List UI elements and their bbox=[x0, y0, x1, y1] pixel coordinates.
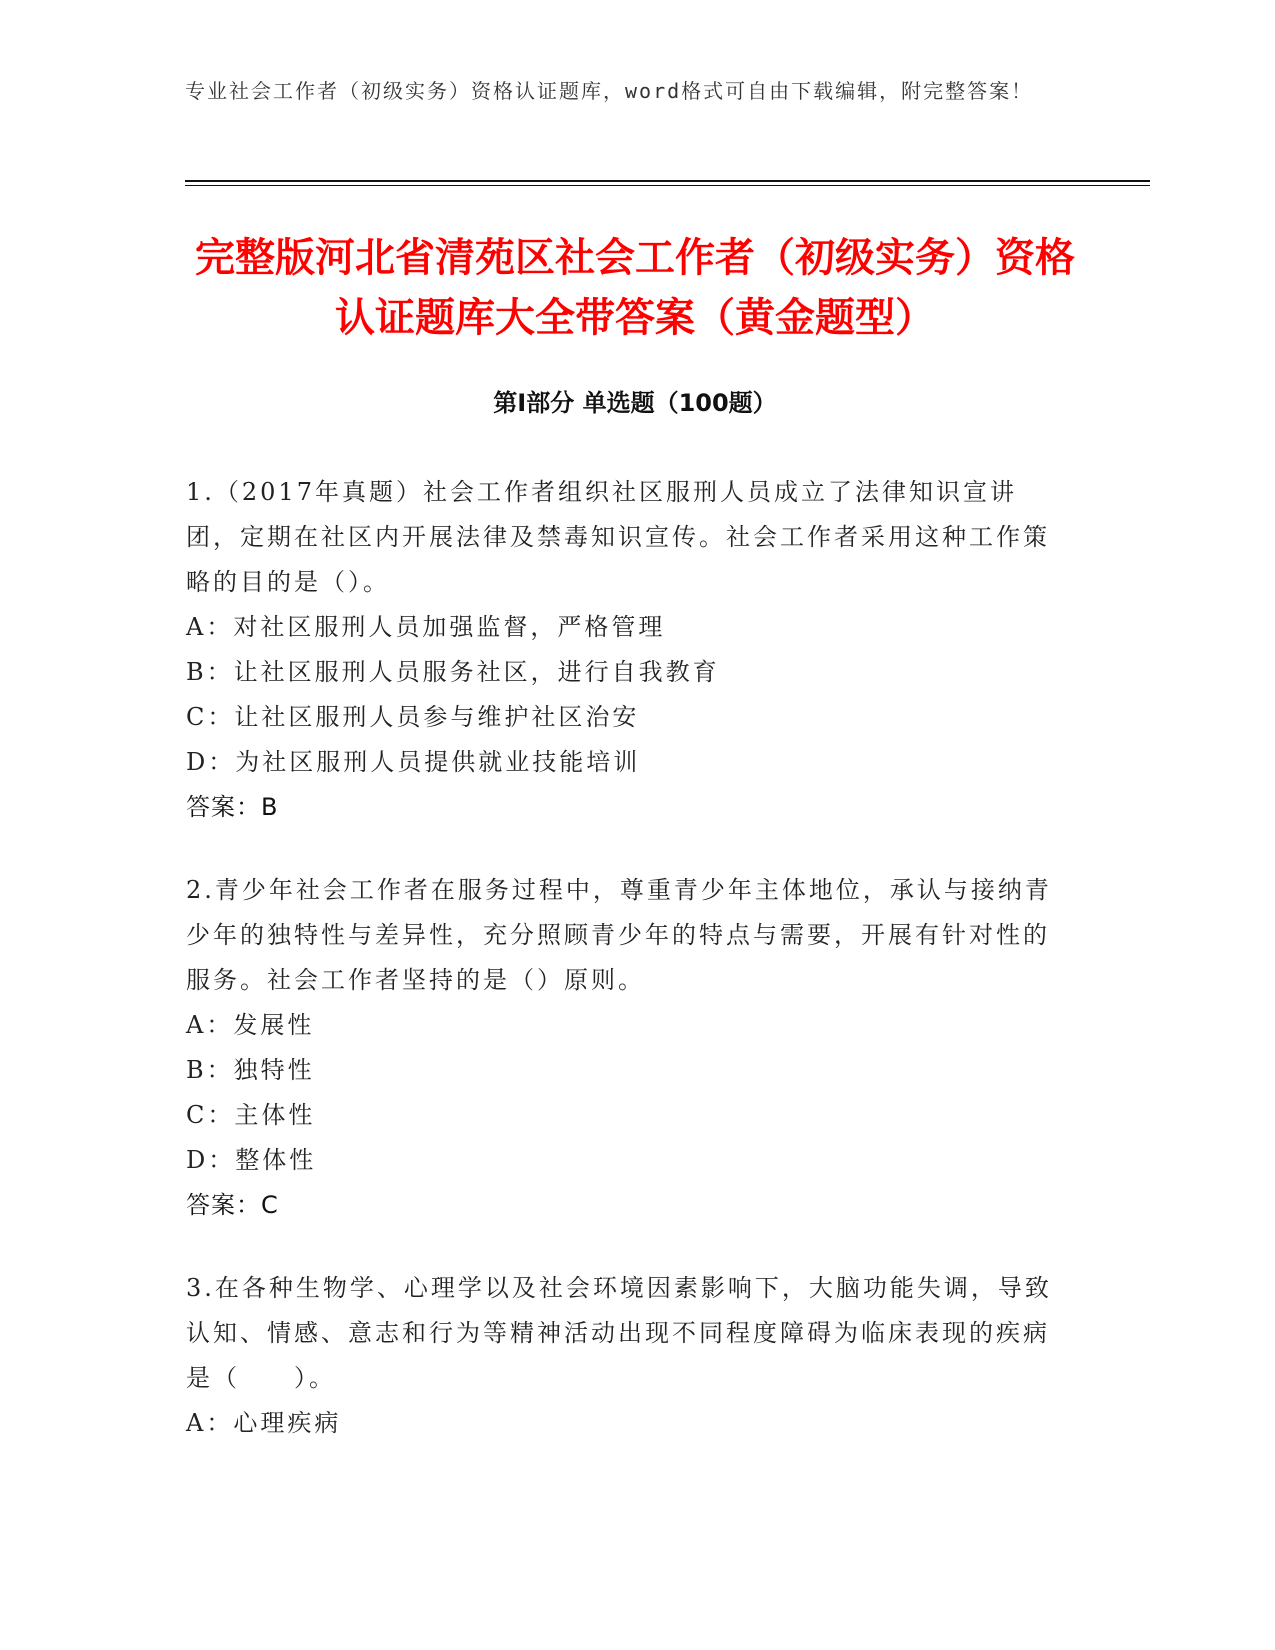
header-note: 专业社会工作者（初级实务）资格认证题库，word格式可自由下载编辑，附完整答案！ bbox=[185, 79, 1034, 103]
question-2 bbox=[186, 868, 1066, 1228]
option-a: A：对社区服刑人员加强监督，严格管理 bbox=[186, 613, 666, 641]
question-1 bbox=[186, 470, 1066, 830]
answer-text: 答案：B bbox=[186, 793, 279, 821]
option-a: A：发展性 bbox=[186, 1011, 315, 1039]
document-title: 完整版河北省清苑区社会工作者（初级实务）资格认证题库大全带答案（黄金题型） bbox=[195, 235, 1075, 341]
section-heading: 第I部分 单选题（100题） bbox=[493, 389, 777, 417]
option-d: D：整体性 bbox=[186, 1146, 317, 1174]
option-b: B：让社区服刑人员服务社区，进行自我教育 bbox=[186, 658, 720, 686]
option-d: D：为社区服刑人员提供就业技能培训 bbox=[186, 748, 641, 776]
question-stem: 3.在各种生物学、心理学以及社会环境因素影响下，大脑功能失调，导致认知、情感、意志和行为等精神活动出现不同程度障碍为临床表现的疾病是（ ）。 bbox=[186, 1274, 1052, 1392]
answer-text: 答案：C bbox=[186, 1191, 279, 1219]
header-divider-thick bbox=[185, 180, 1150, 182]
option-c: C：主体性 bbox=[186, 1101, 316, 1129]
option-c: C：让社区服刑人员参与维护社区治安 bbox=[186, 703, 640, 731]
question-3 bbox=[186, 1266, 1066, 1446]
question-stem: 2.青少年社会工作者在服务过程中，尊重青少年主体地位，承认与接纳青少年的独特性与差异性，充分照顾青少年的特点与需要，开展有针对性的服务。社会工作者坚持的是（）原则。 bbox=[186, 876, 1052, 994]
header-divider-thin bbox=[185, 185, 1150, 186]
question-stem: 1.（2017年真题）社会工作者组织社区服刑人员成立了法律知识宣讲团，定期在社区内开展法律及禁毒知识宣传。社会工作者采用这种工作策略的目的是（）。 bbox=[186, 478, 1050, 596]
option-b: B：独特性 bbox=[186, 1056, 315, 1084]
option-a: A：心理疾病 bbox=[186, 1409, 342, 1437]
